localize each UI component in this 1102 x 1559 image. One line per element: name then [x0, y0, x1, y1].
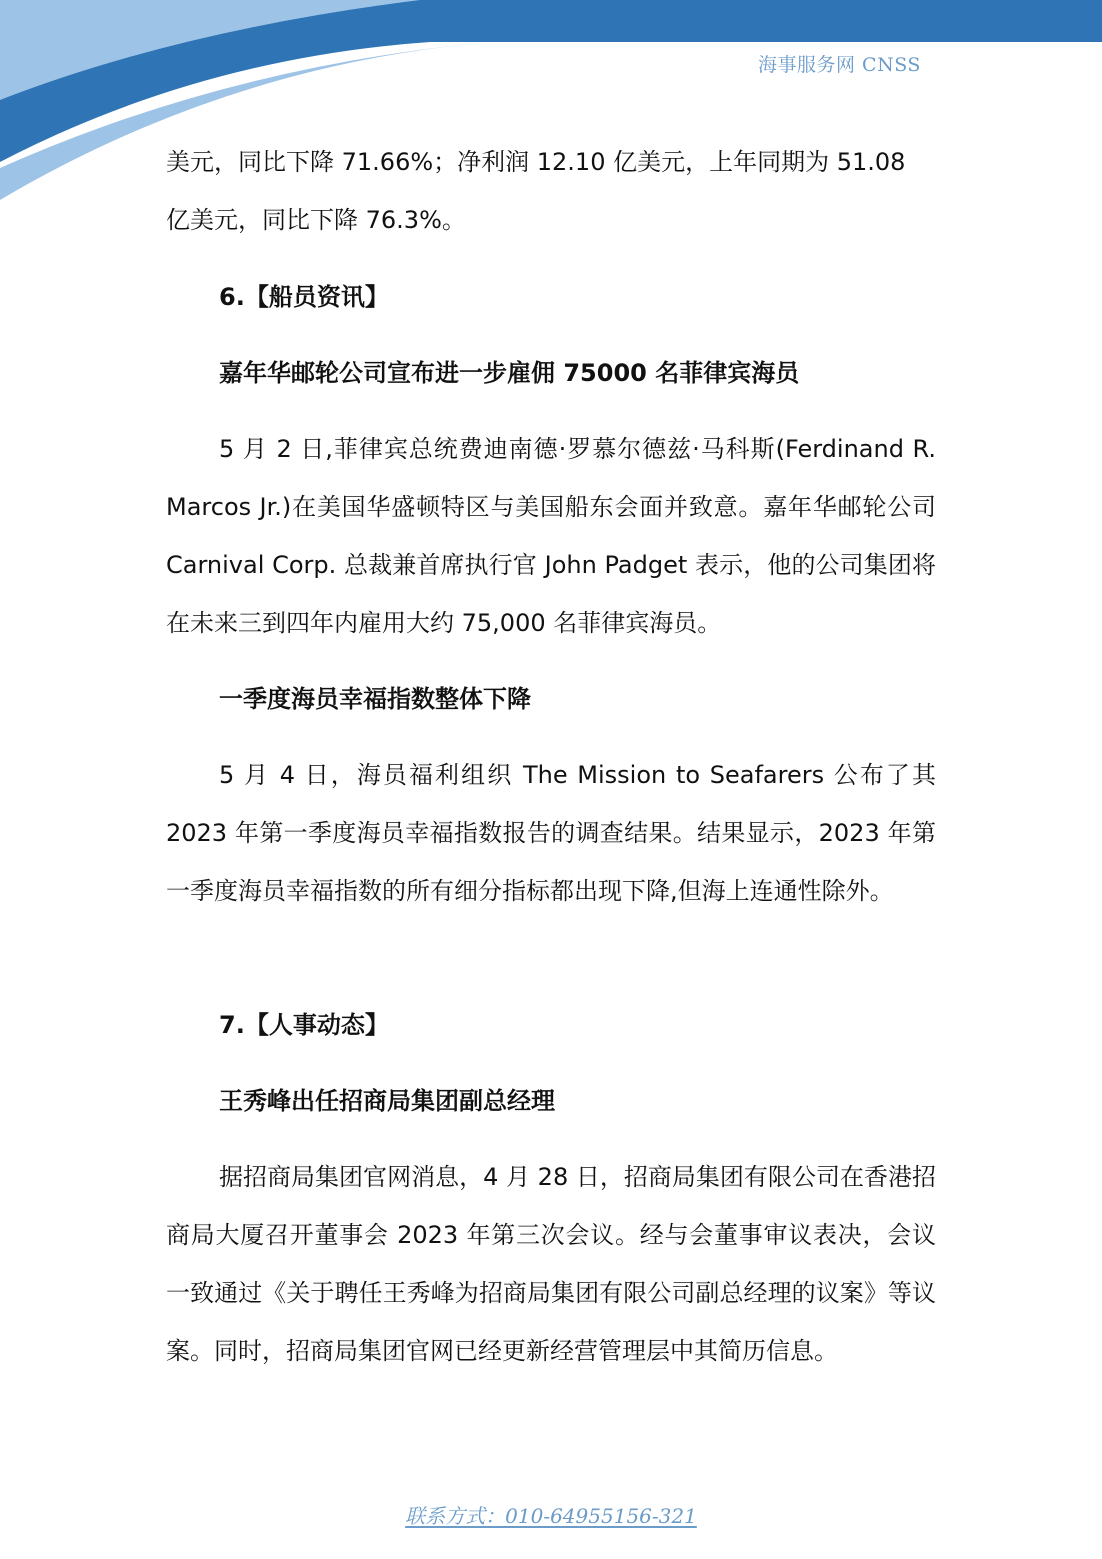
paragraph-continued-line-1: 美元，同比下降 71.66%；净利润 12.10 亿美元，上年同期为 51.08 [166, 148, 906, 176]
news-title-wang-xiufeng: 王秀峰出任招商局集团副总经理 [219, 1087, 555, 1115]
paragraph-continued-line-2: 亿美元，同比下降 76.3%。 [166, 206, 466, 234]
news-body-wang-xiufeng: 据招商局集团官网消息，4 月 28 日，招商局集团有限公司在香港招商局大厦召开董事会 2023 年第三次会议。经与会董事审议表决，会议一致通过《关于聘任王秀峰为招商局集团有限公司副总经理的议案》等议案。同时，招商局集团官网已经更新经营管理层中其简历信息。 [166, 1163, 936, 1365]
footer-contact-text[interactable]: 联系方式：010-64955156-321 [405, 1504, 697, 1528]
news-title-carnival: 嘉年华邮轮公司宣布进一步雇佣 75000 名菲律宾海员 [219, 359, 800, 387]
footer-contact [0, 1500, 1102, 1529]
news-body-carnival: 5 月 2 日,菲律宾总统费迪南德·罗慕尔德兹·马科斯(Ferdinand R. Marcos Jr.)在美国华盛顿特区与美国船东会面并致意。嘉年华邮轮公司 Carnival Corp. 总裁兼首席执行官 John Padget 表示，他的公司集团将在未来三到四年内雇用大约 75,000 名菲律宾海员。 [166, 435, 936, 637]
section-6-heading: 6.【船员资讯】 [219, 283, 389, 311]
header-site-name: 海事服务网 CNSS [758, 54, 921, 76]
news-title-seafarer-happiness: 一季度海员幸福指数整体下降 [219, 685, 531, 713]
section-7-heading: 7.【人事动态】 [219, 1011, 389, 1039]
news-body-seafarer-happiness: 5 月 4 日，海员福利组织 The Mission to Seafarers 公布了其 2023 年第一季度海员幸福指数报告的调查结果。结果显示，2023 年第一季度海员幸福指数的所有细分指标都出现下降,但海上连通性除外。 [166, 761, 936, 905]
